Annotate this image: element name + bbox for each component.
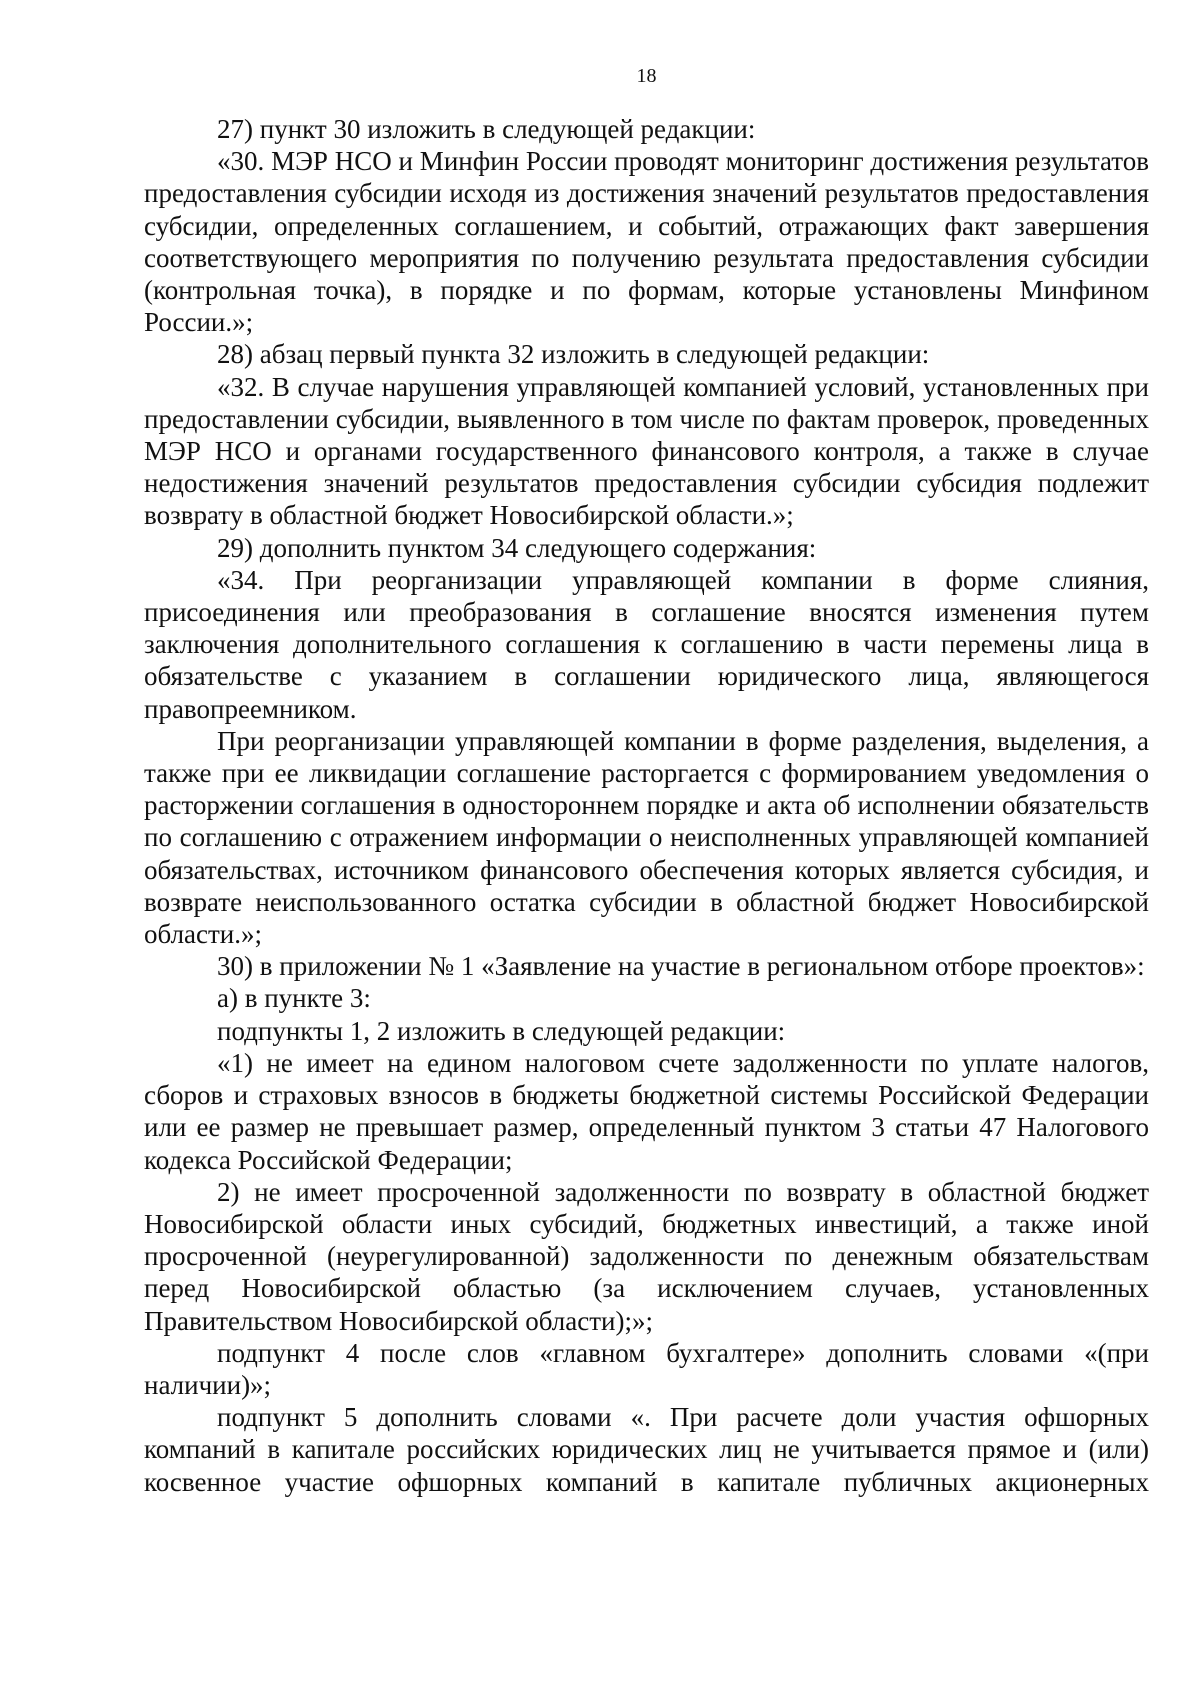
paragraph-quoted-point-32: «32. В случае нарушения управляющей компанией условий, установленных при предоставлении субсидии, выявленного в том числе по фактам проверок, проведенных МЭР НСО и органами государственного финансового контроля, а также в случае недостижения значений результатов предоставления субсидии субсидия подлежит возврату в областной бюджет Новосибирской области.»; bbox=[144, 371, 1149, 531]
paragraph-quoted-point-34: «34. При реорганизации управляющей компании в форме слияния, присоединения или преобразования в соглашение вносятся изменения путем заключения дополнительного соглашения к соглашению в части перемены лица в обязательстве с указанием в соглашении юридического лица, являющегося правопреемником. bbox=[144, 564, 1149, 724]
paragraph-item-30: 30) в приложении № 1 «Заявление на участие в региональном отборе проектов»: bbox=[217, 951, 1145, 982]
paragraph-subpoints-1-2: подпункты 1, 2 изложить в следующей редакции: bbox=[217, 1015, 786, 1046]
paragraph-subpoint-4: подпункт 4 после слов «главном бухгалтере» дополнить словами «(при наличии)»; bbox=[144, 1337, 1149, 1400]
paragraph-item-29: 29) дополнить пунктом 34 следующего содержания: bbox=[217, 532, 817, 563]
document-body bbox=[144, 113, 1149, 1498]
paragraph-subitem-a: а) в пункте 3: bbox=[217, 983, 371, 1014]
paragraph-reorganization: При реорганизации управляющей компании в форме разделения, выделения, а также при ее ликвидации соглашение расторгается с формированием уведомления о расторжении соглашения в одностороннем порядке и акта об исполнении обязательств по соглашению с отражением информации о неисполненных управляющей компанией обязательствах, источником финансового обеспечения которых является субсидия, и возврате неиспользованного остатка субсидии в областной бюджет Новосибирской области.»; bbox=[144, 725, 1149, 950]
paragraph-quoted-subpoint-1: «1) не имеет на едином налоговом счете задолженности по уплате налогов, сборов и страховых взносов в бюджеты бюджетной системы Российской Федерации или ее размер не превышает размер, определенный пунктом 3 статьи 47 Налогового кодекса Российской Федерации; bbox=[144, 1047, 1149, 1175]
paragraph-quoted-point-30: «30. МЭР НСО и Минфин России проводят мониторинг достижения результатов предоставления субсидии исходя из достижения значений результатов предоставления субсидии, определенных соглашением, и событий, отражающих факт завершения соответствующего мероприятия по получению результата предоставления субсидии (контрольная точка), в порядке и по формам, которые установлены Минфином России.»; bbox=[144, 146, 1149, 338]
page-number: 18 bbox=[636, 65, 657, 87]
paragraph-item-27: 27) пункт 30 изложить в следующей редакции: bbox=[217, 114, 756, 144]
paragraph-subpoint-5: подпункт 5 дополнить словами «. При расчете доли участия офшорных компаний в капитале российских юридических лиц не учитывается прямое и (или) косвенное участие офшорных компаний в капитале публичных акционерных bbox=[144, 1402, 1149, 1497]
paragraph-item-28: 28) абзац первый пункта 32 изложить в следующей редакции: bbox=[217, 339, 930, 370]
paragraph-quoted-subpoint-2: 2) не имеет просроченной задолженности по возврату в областной бюджет Новосибирской области иных субсидий, бюджетных инвестиций, а также иной просроченной (неурегулированной) задолженности по денежным обязательствам перед Новосибирской областью (за исключением случаев, установленных Правительством Новосибирской области);»; bbox=[144, 1176, 1149, 1336]
